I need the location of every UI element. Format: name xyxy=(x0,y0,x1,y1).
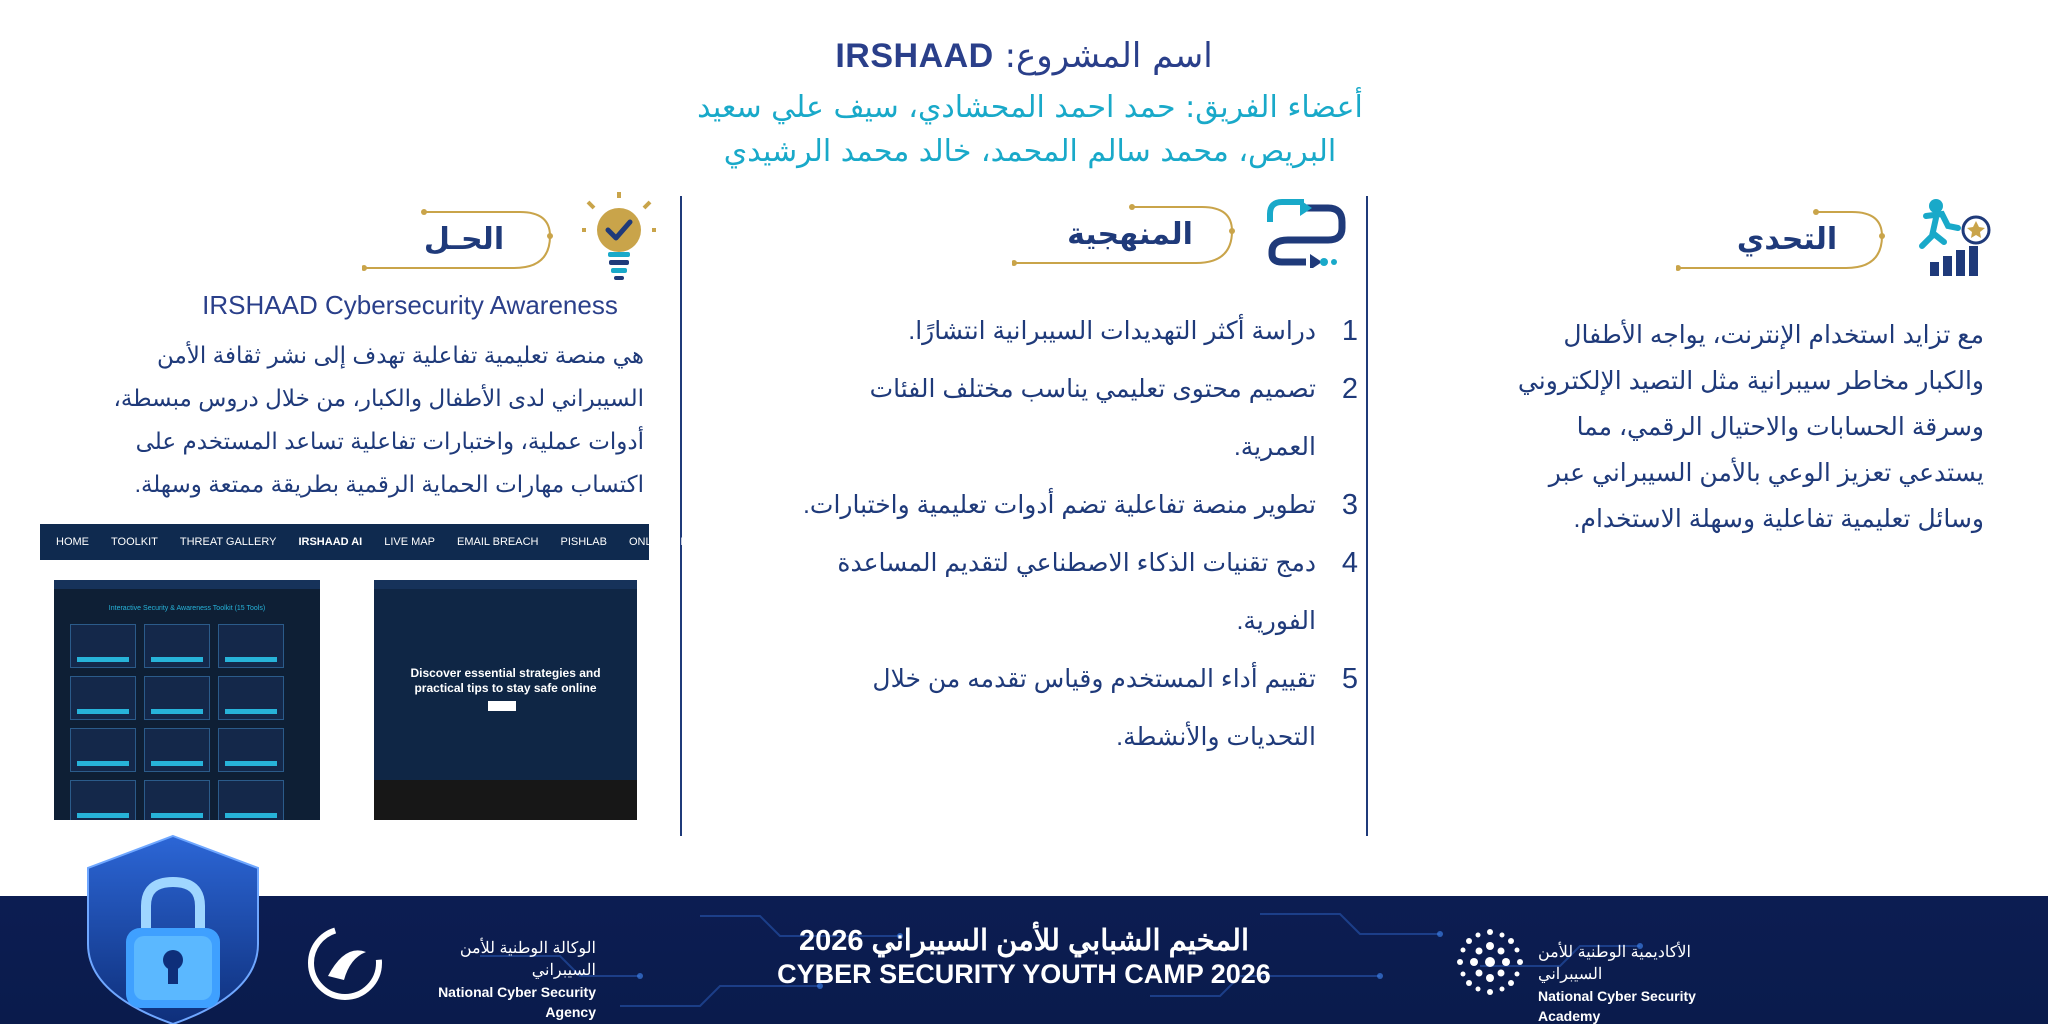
step-number: 4 xyxy=(1341,547,1358,579)
tool-card xyxy=(70,728,136,772)
step-text: تصميم محتوى تعليمي يناسب مختلف الفئات العمرية. xyxy=(869,375,1316,461)
step-number: 1 xyxy=(1341,315,1358,347)
challenge-heading xyxy=(1676,196,1994,282)
challenge-text: مع تزايد استخدام الإنترنت، يواجه الأطفال والكبار مخاطر سيبرانية مثل التصيد الإلكتروني وسرقة الحسابات والاحتيال الرقمي، مما يستدعي تعزيز الوعي بالأمن السيبراني عبر وسائل تعليمية تفاعلية وسهلة الاستخدام. xyxy=(1517,321,1984,533)
hero-button xyxy=(488,701,516,711)
website-nav-bar xyxy=(40,524,722,560)
methodology-step xyxy=(798,360,1358,476)
website-nav-item: PISHLAB xyxy=(560,536,607,548)
tool-card xyxy=(218,676,284,720)
tool-card xyxy=(70,624,136,668)
challenge-title-frame xyxy=(1676,206,1898,272)
team-members-line-1: أعضاء الفريق: حمد احمد المحشادي، سيف علي سعيد xyxy=(697,90,1363,125)
challenge-title: التحدي xyxy=(1736,221,1838,257)
hero-screenshot xyxy=(374,580,637,820)
tool-card xyxy=(144,676,210,720)
agency-logo xyxy=(306,924,384,1006)
methodology-title: المنهجية xyxy=(1067,216,1193,252)
toolkit-screenshot-nav xyxy=(54,580,320,589)
methodology-step xyxy=(798,534,1358,650)
website-nav-item: THREAT GALLERY xyxy=(179,536,277,548)
academy-name-english: National Cyber Security Academy xyxy=(1538,988,1696,1024)
solution-title: الحـل xyxy=(423,221,505,257)
project-title xyxy=(0,36,2048,76)
agency-name-english: National Cyber Security Agency xyxy=(438,984,596,1020)
tool-card xyxy=(144,728,210,772)
lightbulb-check-icon xyxy=(582,192,656,286)
methodology-steps xyxy=(798,302,1358,766)
agency-name-arabic: الوكالة الوطنية للأمن السيبراني xyxy=(459,940,596,979)
step-text: تقييم أداء المستخدم وقياس تقدمه من خلال التحديات والأنشطة. xyxy=(872,665,1316,751)
agency-name xyxy=(396,938,596,1022)
tool-card xyxy=(70,780,136,820)
process-arrows-icon xyxy=(1264,196,1346,272)
solution-title-frame xyxy=(362,206,566,272)
academy-name-arabic: الأكاديمية الوطنية للأمن السيبراني xyxy=(1538,944,1691,983)
toolkit-screenshot-title: Interactive Security & Awareness Toolkit (15 Tools) xyxy=(108,605,266,612)
tool-card xyxy=(144,624,210,668)
tool-card xyxy=(144,780,210,820)
academy-name xyxy=(1538,942,1748,1024)
column-divider-left xyxy=(680,196,682,836)
project-label: اسم المشروع: xyxy=(1004,36,1213,76)
methodology-heading xyxy=(1012,196,1346,272)
team-members-line-2: البريص، محمد سالم المحمد، خالد محمد الرشيدي xyxy=(723,134,1337,169)
runner-growth-icon xyxy=(1912,196,1994,282)
website-nav-item: LIVE MAP xyxy=(384,536,435,548)
toolkit-screenshot xyxy=(54,580,320,820)
step-text: تطوير منصة تفاعلية تضم أدوات تعليمية واختبارات. xyxy=(802,491,1316,519)
tool-card xyxy=(70,676,136,720)
column-divider-right xyxy=(1366,196,1368,836)
footer-banner xyxy=(0,896,2048,1024)
methodology-step xyxy=(798,650,1358,766)
team-members xyxy=(600,86,1460,174)
step-text: دراسة أكثر التهديدات السيبرانية انتشارًا. xyxy=(908,317,1316,345)
step-number: 5 xyxy=(1341,663,1358,695)
camp-title-arabic: المخيم الشبابي للأمن السيبراني 2026 xyxy=(798,925,1250,957)
methodology-step xyxy=(798,302,1358,360)
website-nav-item-active: IRSHAAD AI xyxy=(298,536,363,548)
tool-card xyxy=(218,780,284,820)
website-nav-item: EMAIL BREACH xyxy=(456,536,539,548)
hero-headline: Discover essential strategies and practical tips to stay safe online xyxy=(410,666,601,695)
methodology-title-frame xyxy=(1012,201,1248,267)
website-nav-item: HOME xyxy=(56,536,89,548)
solution-subtitle: IRSHAAD Cybersecurity Awareness xyxy=(202,290,618,320)
tool-card xyxy=(218,728,284,772)
camp-title-english: CYBER SECURITY YOUTH CAMP 2026 xyxy=(777,959,1271,989)
methodology-step xyxy=(798,476,1358,534)
website-nav-item: TOOLKIT xyxy=(111,536,158,548)
shield-lock-icon xyxy=(84,834,262,1024)
project-name: IRSHAAD xyxy=(835,37,994,75)
toolkit-card-grid xyxy=(54,612,320,820)
solution-heading xyxy=(362,192,656,286)
academy-logo xyxy=(1452,924,1528,1004)
solution-text: هي منصة تعليمية تفاعلية تهدف إلى نشر ثقافة الأمن السيبراني لدى الأطفال والكبار، من خلال دروس مبسطة، أدوات عملية، واختبارات تفاعلية تساعد المستخدم على اكتساب مهارات الحماية الرقمية بطريقة ممتعة وسهلة. xyxy=(113,342,644,497)
hero-screenshot-nav xyxy=(374,580,637,589)
step-text: دمج تقنيات الذكاء الاصطناعي لتقديم المساعدة الفورية. xyxy=(837,549,1316,635)
hero-screenshot-footer xyxy=(374,780,637,820)
tool-card xyxy=(218,624,284,668)
website-nav-item: ONLINE SESSION xyxy=(628,536,722,548)
step-number: 3 xyxy=(1341,489,1358,521)
step-number: 2 xyxy=(1341,373,1358,405)
